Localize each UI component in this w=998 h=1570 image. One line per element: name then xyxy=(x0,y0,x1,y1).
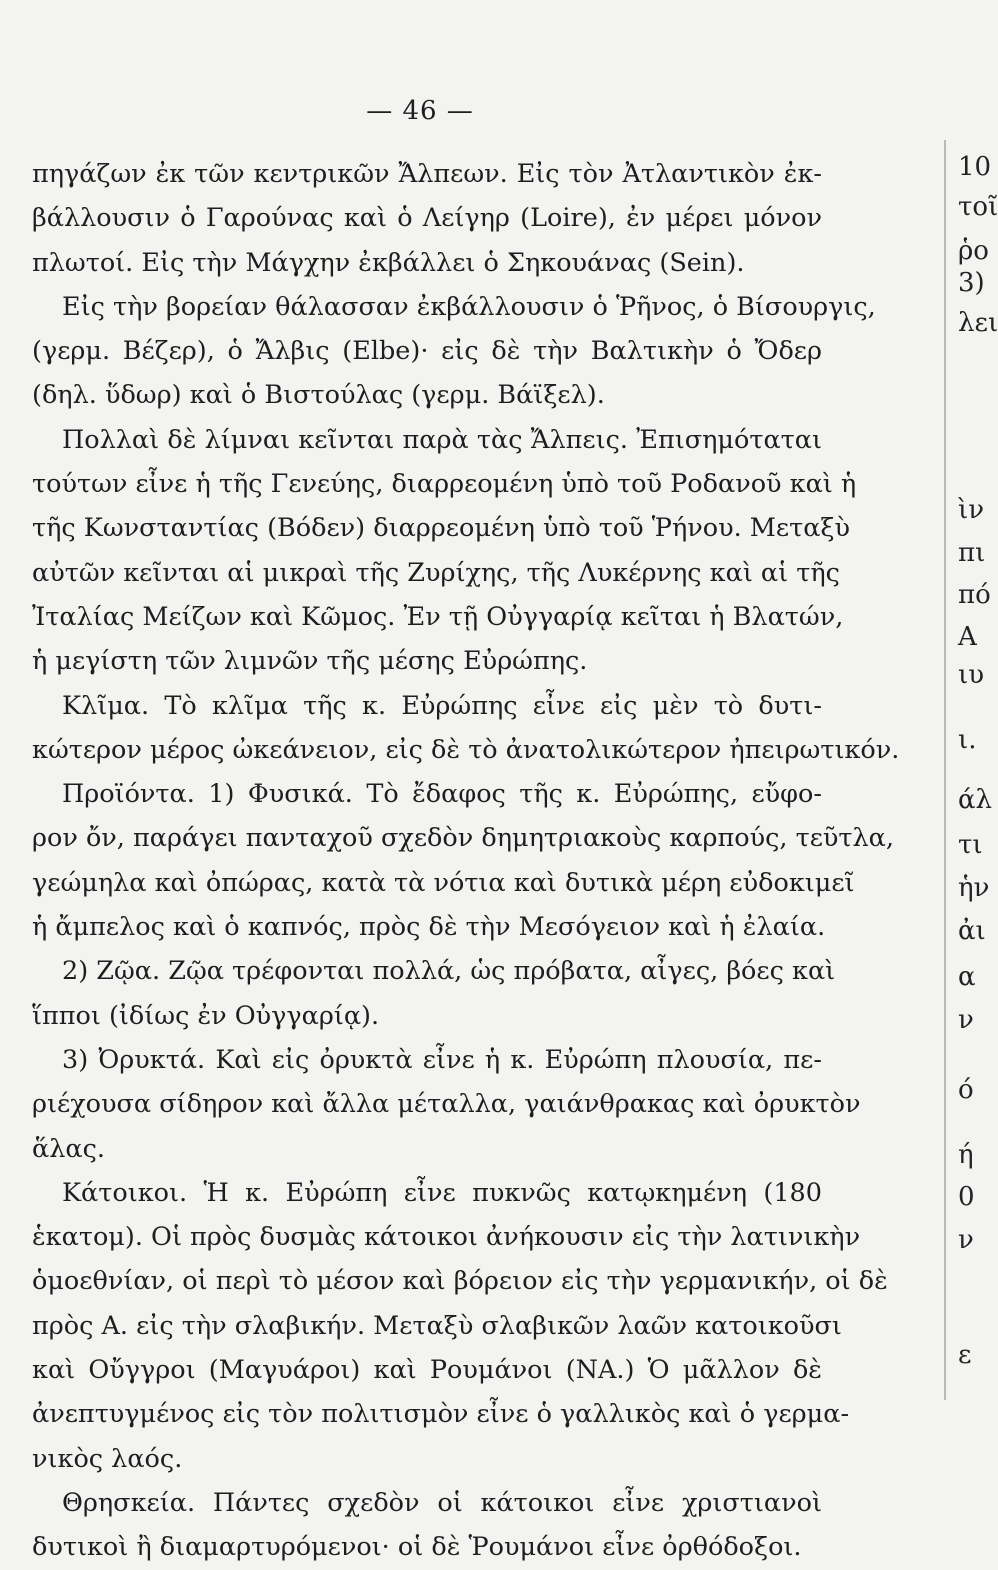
text-line: Ἰταλίας Μείζων καὶ Κῶμος. Ἐν τῇ Οὐγγαρίᾳ κεῖται ἡ Βλατών, xyxy=(32,601,844,632)
text-line: τῆς Κωνσταντίας (Βόδεν) διαρρεομένη ὑπὸ τοῦ Ῥήνου. Μεταξὺ xyxy=(32,513,850,544)
margin-fragment: ὶν xyxy=(958,495,984,525)
text-line: ριέχουσα σίδηρον καὶ ἄλλα μέταλλα, γαιάνθρακας καὶ ὀρυκτὸν xyxy=(32,1089,861,1120)
margin-fragment: ό xyxy=(958,1075,974,1105)
margin-fragment: πι xyxy=(958,538,986,568)
margin-fragment: ν xyxy=(958,1005,974,1035)
text-line: πρὸς Α. εἰς τὴν σλαβικήν. Μεταξὺ σλαβικῶν λαῶν κατοικοῦσι xyxy=(32,1310,842,1341)
text-line: ἡ ἄμπελος καὶ ὁ καπνός, πρὸς δὲ τὴν Μεσόγειον καὶ ἡ ἐλαία. xyxy=(32,912,826,943)
margin-fragment: α xyxy=(958,962,976,992)
text-line: ρον ὄν, παράγει πανταχοῦ σχεδὸν δημητριακοὺς καρπούς, τεῦτλα, xyxy=(32,823,895,854)
margin-fragment: τοῖ xyxy=(958,192,998,222)
margin-fragment: 0 xyxy=(958,1182,975,1212)
text-line: 3) Ὀρυκτά. Καὶ εἰς ὀρυκτὰ εἶνε ἡ κ. Εὐρώπη πλουσία, πε- xyxy=(62,1044,822,1075)
text-line: κώτερον μέρος ὠκεάνειον, εἰς δὲ τὸ ἀνατολικώτερον ἠπειρωτικόν. xyxy=(32,734,900,765)
text-line: ἑκατομ). Οἱ πρὸς δυσμὰς κάτοικοι ἀνήκουσιν εἰς τὴν λατινικὴν xyxy=(32,1222,861,1253)
section-heading-products: Προϊόντα. 1) Φυσικά. Τὸ ἔδαφος τῆς κ. Εὐρώπης, εὔφο- xyxy=(62,779,822,810)
text-line: νικὸς λαός. xyxy=(32,1443,183,1474)
text-line: βάλλουσιν ὁ Γαρούνας καὶ ὁ Λείγηρ (Loire), ἐν μέρει μόνον xyxy=(32,203,822,234)
text-line: τούτων εἶνε ἡ τῆς Γενεύης, διαρρεομένη ὑπὸ τοῦ Ροδανοῦ καὶ ἡ xyxy=(32,469,857,500)
text-line: πηγάζων ἐκ τῶν κεντρικῶν Ἄλπεων. Εἰς τὸν Ἀτλαντικὸν ἐκ- xyxy=(32,159,822,189)
text-line: ὁμοεθνίαν, οἱ περὶ τὸ μέσον καὶ βόρειον εἰς τὴν γερμανικήν, οἱ δὲ xyxy=(32,1266,888,1297)
text-line: ἵπποι (ἰδίως ἐν Οὐγγαρίᾳ). xyxy=(32,1000,380,1031)
margin-fragment: ν xyxy=(958,1225,974,1255)
margin-fragment: ἀι xyxy=(958,916,986,946)
text-line: δυτικοὶ ἢ διαμαρτυρόμενοι· οἱ δὲ Ῥουμάνοι εἶνε ὀρθόδοξοι. xyxy=(32,1532,802,1563)
adjacent-page-margin xyxy=(944,140,998,1400)
margin-fragment: ῥο xyxy=(958,236,989,266)
margin-fragment: ε xyxy=(958,1340,972,1370)
text-line: ἡ μεγίστη τῶν λιμνῶν τῆς μέσης Εὐρώπης. xyxy=(32,646,588,677)
text-line: αὐτῶν κεῖνται αἱ μικραὶ τῆς Ζυρίχης, τῆς Λυκέρνης καὶ αἱ τῆς xyxy=(32,557,840,588)
text-line: Πολλαὶ δὲ λίμναι κεῖνται παρὰ τὰς Ἄλπεις. Ἐπισημόταται xyxy=(62,424,822,455)
margin-fragment: 10 xyxy=(958,152,992,182)
margin-fragment: λει xyxy=(958,308,998,338)
margin-fragment: ἡν xyxy=(958,873,990,903)
text-line: 2) Ζῷα. Ζῷα τρέφονται πολλά, ὡς πρόβατα, αἶγες, βόες καὶ xyxy=(62,956,836,987)
margin-fragment: άλ xyxy=(958,785,993,815)
margin-fragment: ι. xyxy=(958,725,977,755)
text-line: (γερμ. Βέζερ), ὁ Ἄλβις (Elbe)· εἰς δὲ τὴν Βαλτικὴν ὁ Ὄδερ xyxy=(32,336,822,367)
text-line: γεώμηλα καὶ ὀπώρας, κατὰ τὰ νότια καὶ δυτικὰ μέρη εὐδοκιμεῖ xyxy=(32,867,855,898)
margin-fragment: τι xyxy=(958,830,983,860)
section-heading-inhabitants: Κάτοικοι. Ἡ κ. Εὐρώπη εἶνε πυκνῶς κατῳκημένη (180 xyxy=(62,1177,822,1208)
section-heading-religion: Θρησκεία. Πάντες σχεδὸν οἱ κάτοικοι εἶνε χριστιανοὶ xyxy=(62,1487,822,1518)
text-line: (δηλ. ὕδωρ) καὶ ὁ Βιστούλας (γερμ. Βάϊξελ). xyxy=(32,380,605,411)
text-line: ἀνεπτυγμένος εἰς τὸν πολιτισμὸν εἶνε ὁ γαλλικὸς καὶ ὁ γερμα- xyxy=(32,1399,850,1430)
text-line: καὶ Οὔγγροι (Μαγυάροι) καὶ Ρουμάνοι (ΝΑ.) Ὁ μᾶλλον δὲ xyxy=(32,1355,822,1386)
margin-fragment: 3) xyxy=(958,268,985,298)
margin-fragment: Α xyxy=(958,622,977,652)
page-number: — 46 — xyxy=(366,96,474,126)
section-heading-climate: Κλῖμα. Τὸ κλῖμα τῆς κ. Εὐρώπης εἶνε εἰς μὲν τὸ δυτι- xyxy=(62,690,822,721)
margin-fragment: πό xyxy=(958,580,991,610)
text-line: πλωτοί. Εἰς τὴν Μάγχην ἐκβάλλει ὁ Σηκουάνας (Sein). xyxy=(32,247,745,278)
text-line: Εἰς τὴν βορείαν θάλασσαν ἐκβάλλουσιν ὁ Ῥῆνος, ὁ Βίσουργις, xyxy=(62,291,876,322)
document-body xyxy=(32,152,900,1570)
margin-fragment: ή xyxy=(958,1140,974,1170)
margin-fragment: ιυ xyxy=(958,660,984,690)
text-line: ἅλας. xyxy=(32,1133,105,1164)
